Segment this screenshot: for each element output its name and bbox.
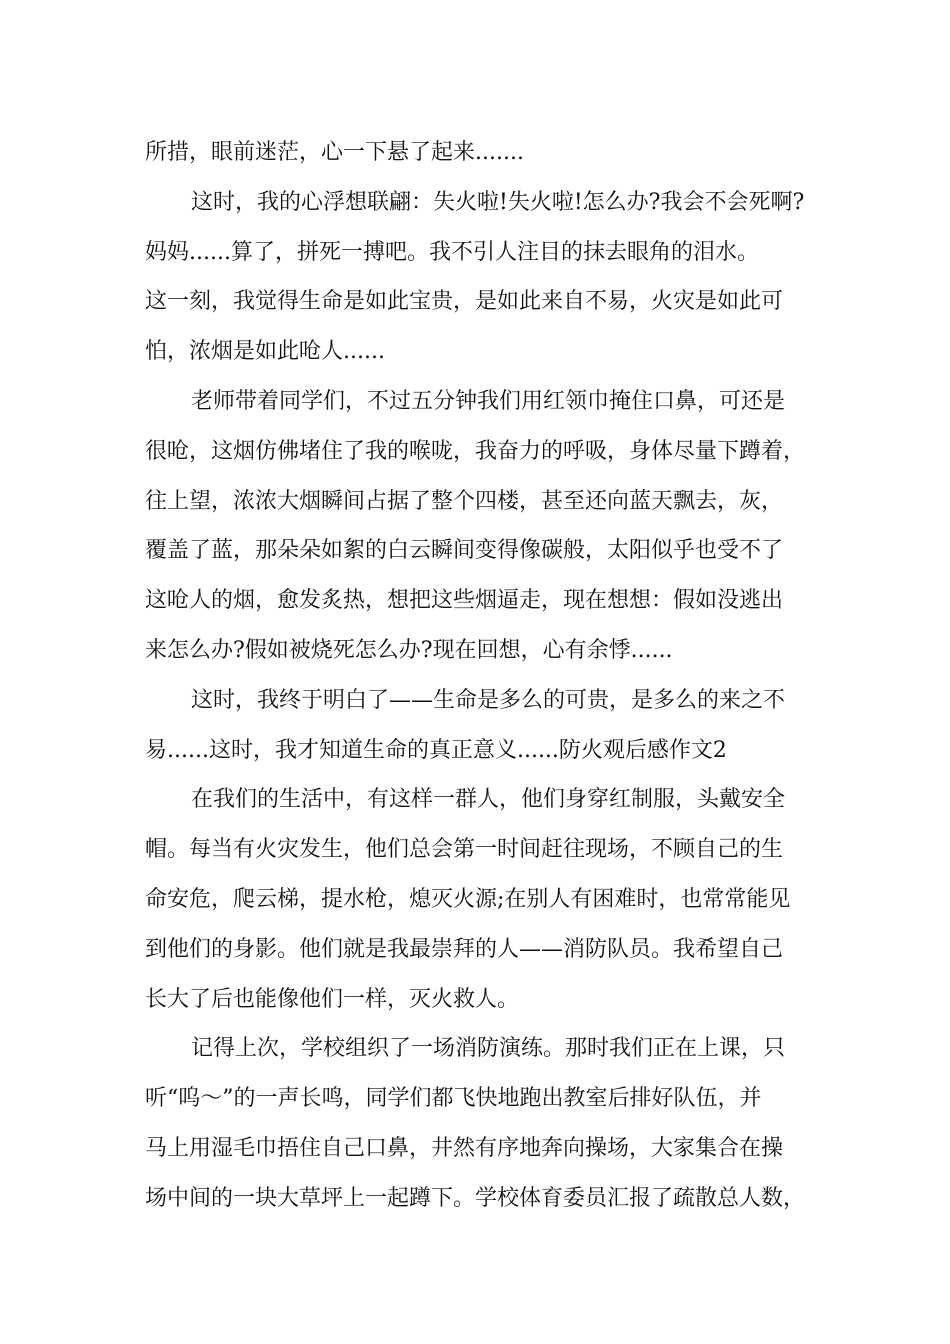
document-body [145, 128, 835, 1224]
text-line: 易......这时，我才知道生命的真正意义......防火观后感作文2 [145, 737, 727, 763]
text-line: 命安危，爬云梯，提水枪，熄灭火源;在别人有困难时，也常常能见 [145, 886, 791, 912]
text-line: 听“呜～”的一声长鸣，同学们都飞快地跑出教室后排好队伍，并 [145, 1086, 762, 1112]
text-line: 往上望，浓浓大烟瞬间占据了整个四楼，甚至还向蓝天飘去，灰， [145, 488, 784, 514]
paragraph-first-line: 老师带着同学们，不过五分钟我们用红领巾掩住口鼻，可还是 [191, 388, 786, 414]
text-line: 马上用湿毛巾捂住自己口鼻，井然有序地奔向操场，大家集合在操 [145, 1135, 784, 1161]
paragraph-first-line: 记得上次，学校组织了一场消防演练。那时我们正在上课，只 [191, 1036, 786, 1062]
text-line: 妈妈......算了，拼死一搏吧。我不引人注目的抹去眼角的泪水。 [145, 239, 759, 265]
text-line: 覆盖了蓝，那朵朵如絮的白云瞬间变得像碳般，太阳似乎也受不了 [145, 538, 784, 564]
text-line: 来怎么办?假如被烧死怎么办?现在回想，心有余悸...... [145, 637, 673, 663]
text-line: 这呛人的烟，愈发炙热，想把这些烟逼走，现在想想：假如没逃出 [145, 588, 784, 614]
text-line: 场中间的一块大草坪上一起蹲下。学校体育委员汇报了疏散总人数， [145, 1185, 806, 1211]
text-line: 这一刻，我觉得生命是如此宝贵，是如此来自不易，火灾是如此可 [145, 289, 784, 315]
text-line: 帽。每当有火灾发生，他们总会第一时间赶往现场，不顾自己的生 [145, 837, 784, 863]
paragraph-first-line: 在我们的生活中，有这样一群人，他们身穿红制服，头戴安全 [191, 787, 786, 813]
text-line: 长大了后也能像他们一样，灭火救人。 [145, 986, 520, 1012]
paragraph-first-line: 这时，我的心浮想联翩：失火啦!失火啦!怎么办?我会不会死啊? [191, 189, 805, 215]
text-line: 很呛，这烟仿佛堵住了我的喉咙，我奋力的呼吸，身体尽量下蹲着， [145, 438, 806, 464]
text-line: 到他们的身影。他们就是我最崇拜的人——消防队员。我希望自己 [145, 936, 784, 962]
text-line: 所措，眼前迷茫，心一下悬了起来....... [145, 140, 524, 165]
paragraph-first-line: 这时，我终于明白了——生命是多么的可贵，是多么的来之不 [191, 687, 786, 713]
text-line: 怕，浓烟是如此呛人...... [145, 339, 385, 365]
